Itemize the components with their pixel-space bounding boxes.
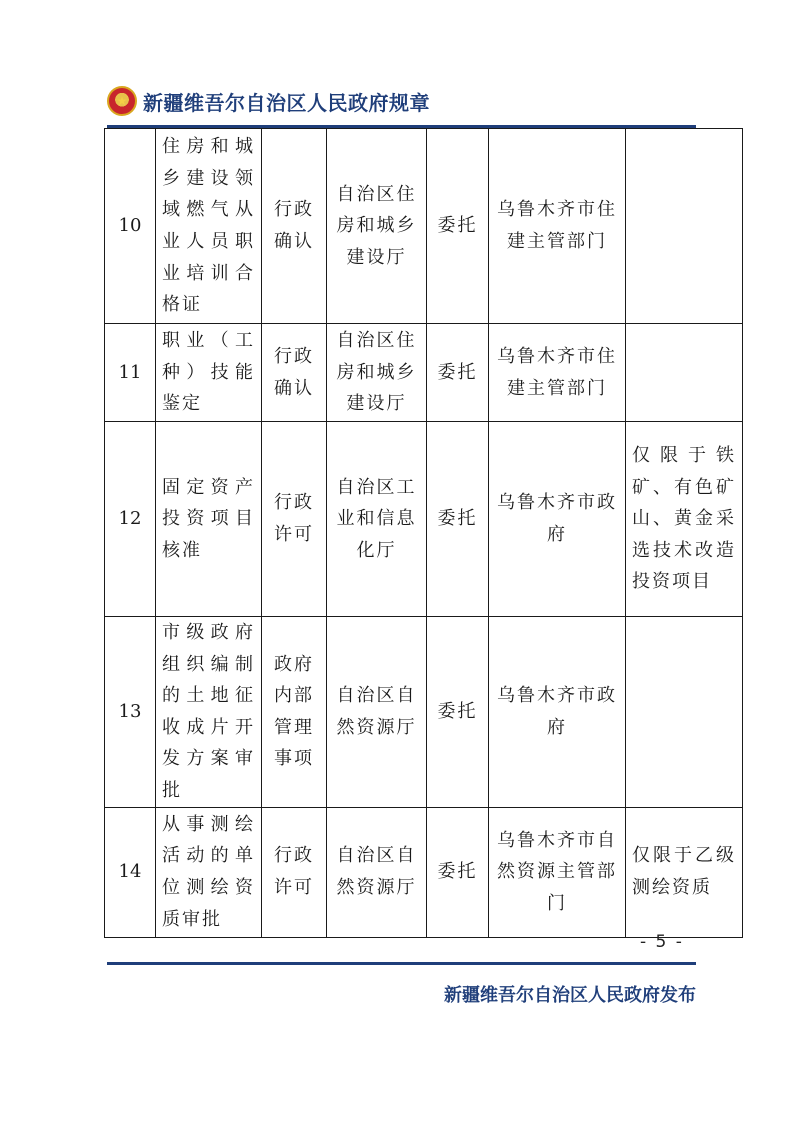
item-note [626,129,743,324]
item-type: 行政确认 [262,324,327,422]
item-dept: 自治区住房和城乡建设厅 [327,324,427,422]
table-row [105,422,743,617]
footer-rule [107,962,696,965]
table-row [105,129,743,324]
item-note: 仅限于乙级测绘资质 [626,807,743,937]
row-number: 10 [105,129,156,324]
page-header [107,84,430,118]
row-number: 12 [105,422,156,617]
item-note [626,324,743,422]
table-row [105,324,743,422]
item-target: 乌鲁木齐市住建主管部门 [489,324,626,422]
item-method: 委托 [427,129,489,324]
item-method: 委托 [427,324,489,422]
item-method: 委托 [427,807,489,937]
header-title: 新疆维吾尔自治区人民政府规章 [143,90,430,115]
item-method: 委托 [427,422,489,617]
item-dept: 自治区住房和城乡建设厅 [327,129,427,324]
item-name: 职业（工种）技能鉴定 [156,324,262,422]
row-number: 13 [105,617,156,808]
delegation-table [104,128,743,938]
item-name: 住房和城乡建设领域燃气从业人员职业培训合格证 [156,129,262,324]
item-target: 乌鲁木齐市政府 [489,617,626,808]
item-type: 政府内部管理事项 [262,617,327,808]
item-type: 行政确认 [262,129,327,324]
item-note [626,617,743,808]
item-target: 乌鲁木齐市政府 [489,422,626,617]
row-number: 11 [105,324,156,422]
item-dept: 自治区工业和信息化厅 [327,422,427,617]
item-target: 乌鲁木齐市自然资源主管部门 [489,807,626,937]
item-type: 行政许可 [262,807,327,937]
table-row [105,617,743,808]
national-emblem-icon: ★ [107,86,137,116]
row-number: 14 [105,807,156,937]
item-name: 从事测绘活动的单位测绘资质审批 [156,807,262,937]
item-type: 行政许可 [262,422,327,617]
item-name: 市级政府组织编制的土地征收成片开发方案审批 [156,617,262,808]
item-dept: 自治区自然资源厅 [327,807,427,937]
item-target: 乌鲁木齐市住建主管部门 [489,129,626,324]
table-row [105,807,743,937]
item-dept: 自治区自然资源厅 [327,617,427,808]
item-method: 委托 [427,617,489,808]
page-number: - 5 - [640,932,684,952]
item-name: 固定资产投资项目核准 [156,422,262,617]
item-note: 仅限于铁矿、有色矿山、黄金采选技术改造投资项目 [626,422,743,617]
footer-publisher: 新疆维吾尔自治区人民政府发布 [444,985,696,1006]
